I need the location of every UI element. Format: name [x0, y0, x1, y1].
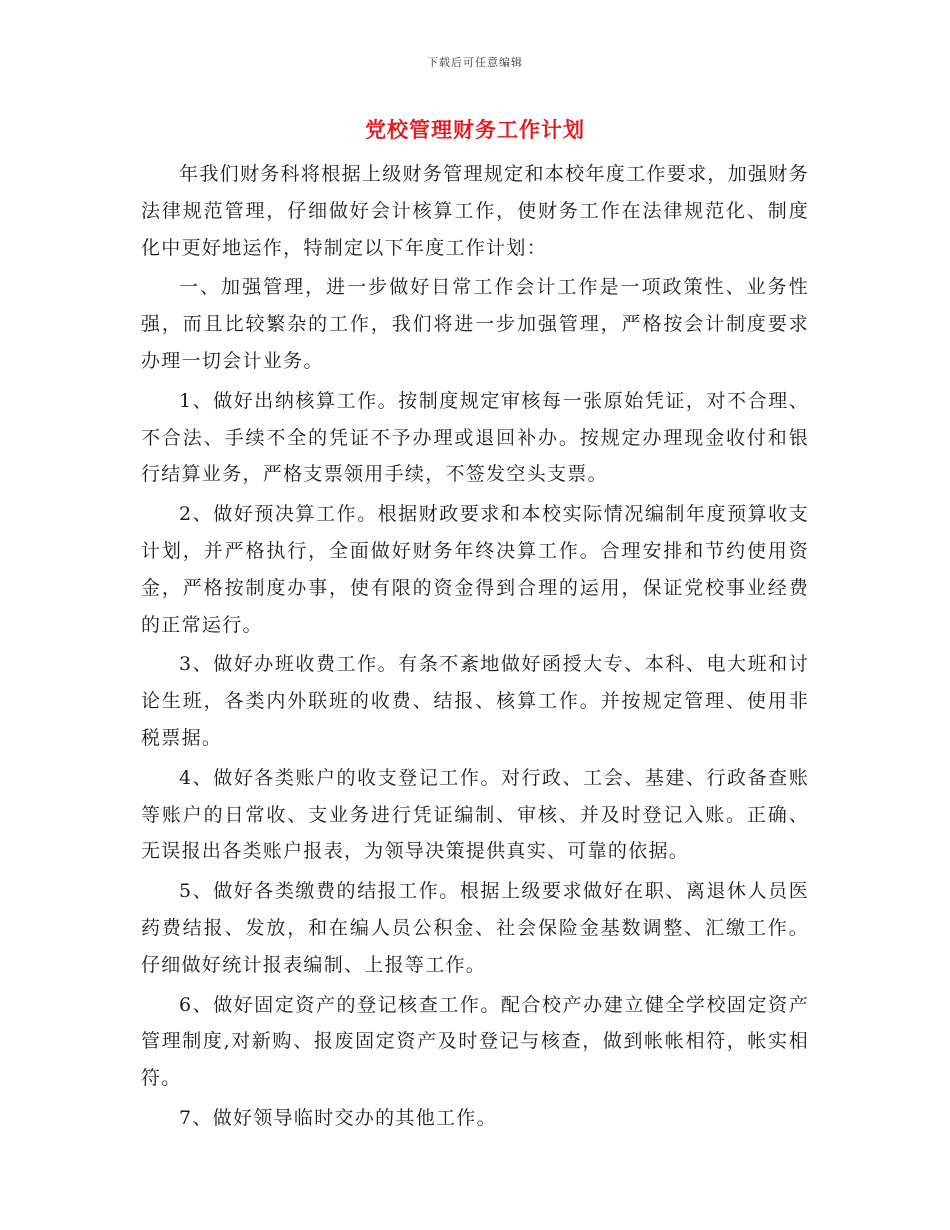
- paragraph-item-3: 3、做好办班收费工作。有条不紊地做好函授大专、本科、电大班和讨论生班，各类内外联班的收费、结报、核算工作。并按规定管理、使用非税票据。: [141, 653, 809, 749]
- paragraph-item-7: 7、做好领导临时交办的其他工作。: [179, 1106, 497, 1129]
- paragraph-item-4: 4、做好各类账户的收支登记工作。对行政、工会、基建、行政备查账等账户的日常收、支业务进行凭证编制、审核、并及时登记入账。正确、无误报出各类账户报表，为领导决策提供真实、可靠的依据。: [141, 766, 809, 863]
- paragraph-section-1: 一、加强管理，进一步做好日常工作会计工作是一项政策性、业务性强，而且比较繁杂的工作，我们将进一步加强管理，严格按会计制度要求办理一切会计业务。: [141, 276, 809, 372]
- paragraph-item-2: 2、做好预决算工作。根据财政要求和本校实际情况编制年度预算收支计划，并严格执行，全面做好财务年终决算工作。合理安排和节约使用资金，严格按制度办事，使有限的资金得到合理的运用，保证党校事业经费的正常运行。: [141, 503, 809, 636]
- paragraph-item-1: 1、做好出纳核算工作。按制度规定审核每一张原始凭证，对不合理、不合法、手续不全的凭证不予办理或退回补办。按规定办理现金收付和银行结算业务，严格支票领用手续，不签发空头支票。: [141, 389, 809, 486]
- document-title: 党校管理财务工作计划: [365, 117, 585, 142]
- document-body: [141, 156, 809, 1140]
- header-note: 下载后可任意编辑: [427, 56, 523, 69]
- paragraph-item-6: 6、做好固定资产的登记核查工作。配合校产办建立健全学校固定资产管理制度,对新购、报废固定资产及时登记与核查，做到帐帐相符，帐实相符。: [141, 993, 809, 1090]
- paragraph-item-5: 5、做好各类缴费的结报工作。根据上级要求做好在职、离退休人员医药费结报、发放，和在编人员公积金、社会保险金基数调整、汇缴工作。仔细做好统计报表编制、上报等工作。: [141, 880, 809, 976]
- paragraph-intro: 年我们财务科将根据上级财务管理规定和本校年度工作要求，加强财务法律规范管理，仔细做好会计核算工作，使财务工作在法律规范化、制度化中更好地运作，特制定以下年度工作计划：: [141, 163, 809, 259]
